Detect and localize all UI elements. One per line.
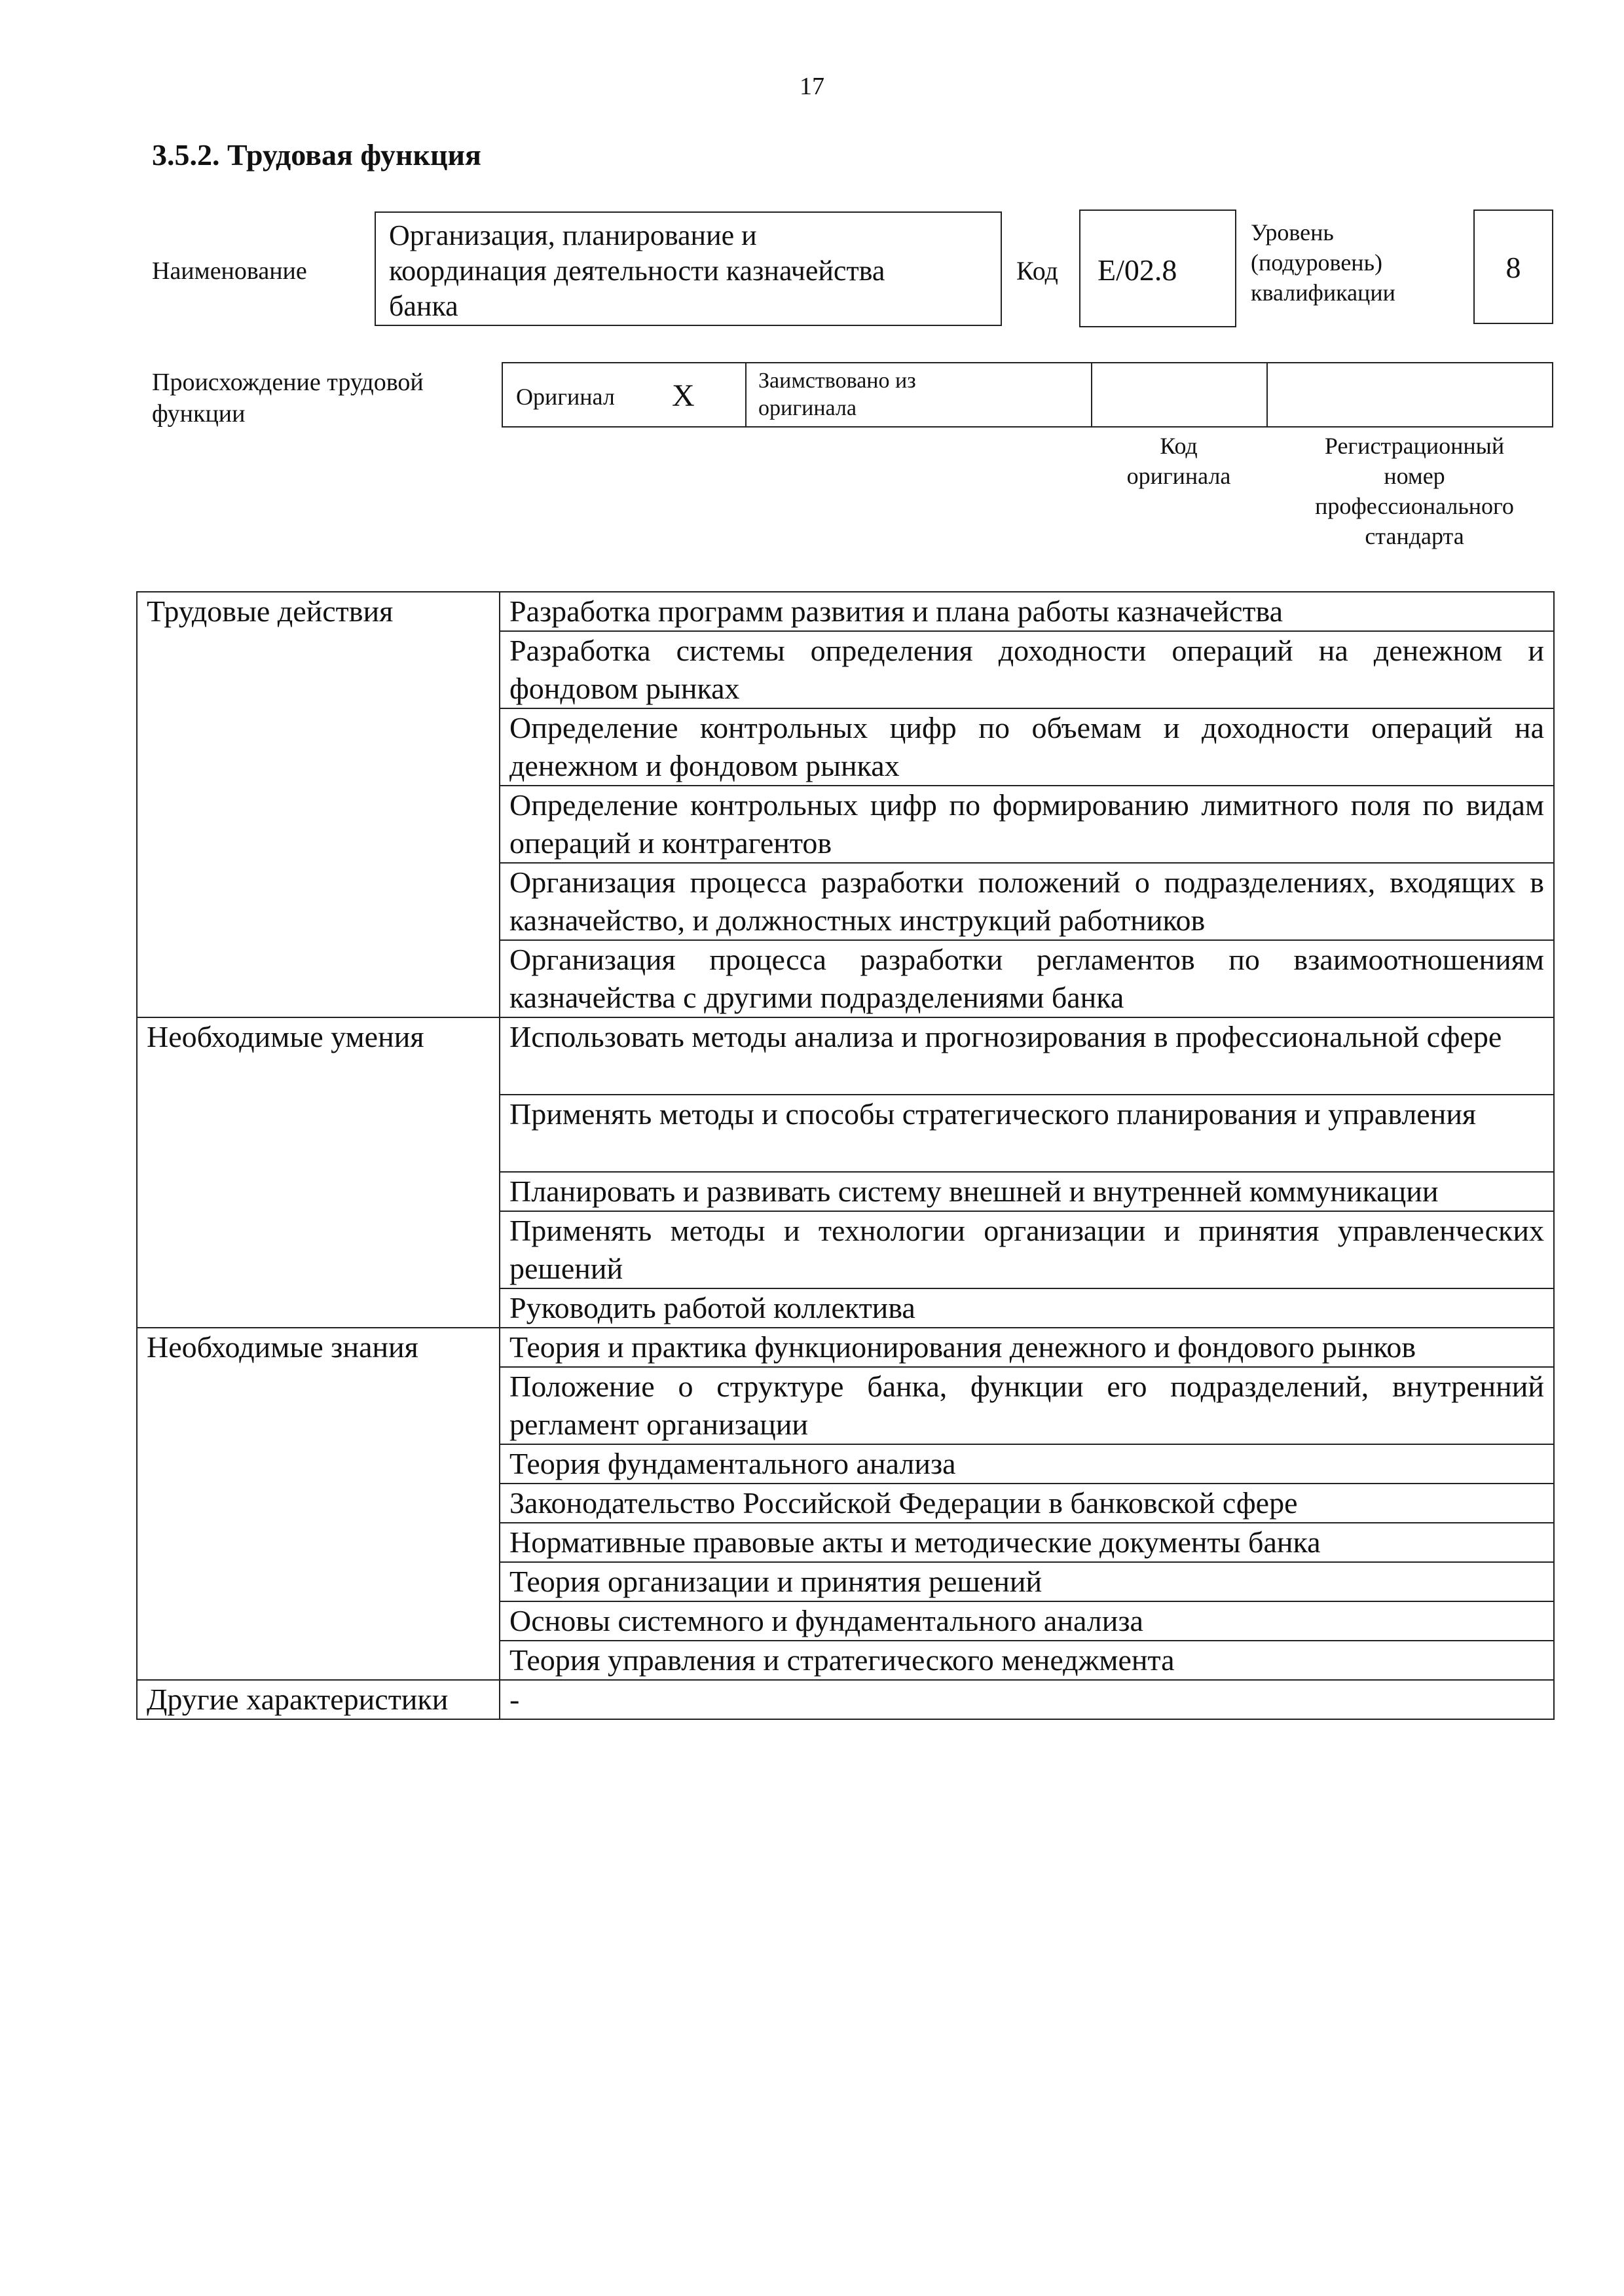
- origin-label-line: Происхождение трудовой: [152, 369, 424, 396]
- item-cell: Основы системного и фундаментального анализа: [500, 1601, 1554, 1641]
- item-cell: Теория организации и принятия решений: [500, 1562, 1554, 1601]
- item-cell: Планировать и развивать систему внешней и внутренней коммуникации: [500, 1172, 1554, 1211]
- function-name-line: координация деятельности казначейства: [389, 255, 885, 287]
- item-cell: Теория и практика функционирования денежного и фондового рынков: [500, 1328, 1554, 1367]
- item-cell: Разработка программ развития и плана работы казначейства: [500, 592, 1554, 631]
- item-cell: Применять методы и технологии организации и принятия управленческих решений: [500, 1211, 1554, 1288]
- item-cell: -: [500, 1680, 1554, 1719]
- table-row: [137, 1328, 1554, 1367]
- origin-label-line: функции: [152, 400, 246, 428]
- function-name-line: банка: [389, 290, 458, 322]
- code-label: Код: [1016, 256, 1058, 285]
- borrowed-cell: [747, 363, 1092, 426]
- category-cell: Необходимые знания: [137, 1328, 500, 1680]
- item-cell: Использовать методы анализа и прогнозирования в профессиональной сфере: [500, 1017, 1554, 1095]
- item-cell: Определение контрольных цифр по объемам и доходности операций на денежном и фондовом рынках: [500, 708, 1554, 786]
- item-cell: Положение о структуре банка, функции его подразделений, внутренний регламент организации: [500, 1367, 1554, 1444]
- code-value: E/02.8: [1079, 210, 1236, 327]
- caption-line: профессионального: [1315, 493, 1514, 519]
- item-cell: Разработка системы определения доходности операций на денежном и фондовом рынках: [500, 631, 1554, 708]
- original-code-cell: [1092, 363, 1268, 426]
- name-label: Наименование: [152, 257, 307, 285]
- borrowed-label-line: оригинала: [758, 396, 857, 420]
- qualification-level-label: [1251, 217, 1395, 308]
- category-cell: Трудовые действия: [137, 592, 500, 1017]
- category-cell: Необходимые умения: [137, 1017, 500, 1328]
- item-cell: Теория фундаментального анализа: [500, 1444, 1554, 1484]
- caption-line: Регистрационный: [1324, 433, 1505, 459]
- origin-label: [152, 367, 424, 429]
- borrowed-label: [758, 367, 916, 422]
- item-cell: Законодательство Российской Федерации в банковской сфере: [500, 1484, 1554, 1523]
- origin-strip: [502, 362, 1553, 428]
- registration-number-caption: [1283, 431, 1545, 551]
- section-title: 3.5.2. Трудовая функция: [152, 138, 481, 172]
- item-cell: Теория управления и стратегического менеджмента: [500, 1641, 1554, 1680]
- table-row: [137, 1017, 1554, 1095]
- original-label: Оригинал: [516, 384, 615, 410]
- caption-line: Код: [1160, 433, 1198, 459]
- item-cell: Организация процесса разработки регламентов по взаимоотношениям казначейства с другими подразделениями банка: [500, 940, 1554, 1017]
- item-cell: Применять методы и способы стратегического планирования и управления: [500, 1095, 1554, 1172]
- item-cell: Нормативные правовые акты и методические документы банка: [500, 1523, 1554, 1562]
- item-cell: Организация процесса разработки положений о подразделениях, входящих в казначейство, и должностных инструкций работников: [500, 863, 1554, 940]
- page-number: 17: [800, 73, 824, 100]
- borrowed-label-line: Заимствовано из: [758, 369, 916, 393]
- category-cell: Другие характеристики: [137, 1680, 500, 1719]
- qualification-level-value: 8: [1473, 210, 1553, 324]
- caption-line: оригинала: [1126, 463, 1231, 489]
- level-label-line: (подуровень): [1251, 249, 1382, 276]
- item-cell: Руководить работой коллектива: [500, 1288, 1554, 1328]
- caption-line: стандарта: [1365, 523, 1464, 549]
- function-name-box: [375, 211, 1002, 326]
- original-mark: X: [672, 378, 695, 413]
- table-row: [137, 592, 1554, 631]
- function-name-line: Организация, планирование и: [389, 219, 757, 251]
- caption-line: номер: [1384, 463, 1445, 489]
- original-code-caption: [1092, 431, 1265, 491]
- registration-number-cell: [1268, 363, 1553, 426]
- level-label-line: квалификации: [1251, 280, 1395, 306]
- original-cell: [503, 363, 747, 426]
- labor-function-table: [136, 591, 1555, 1720]
- level-label-line: Уровень: [1251, 219, 1334, 246]
- table-row: [137, 1680, 1554, 1719]
- item-cell: Определение контрольных цифр по формированию лимитного поля по видам операций и контрагентов: [500, 786, 1554, 863]
